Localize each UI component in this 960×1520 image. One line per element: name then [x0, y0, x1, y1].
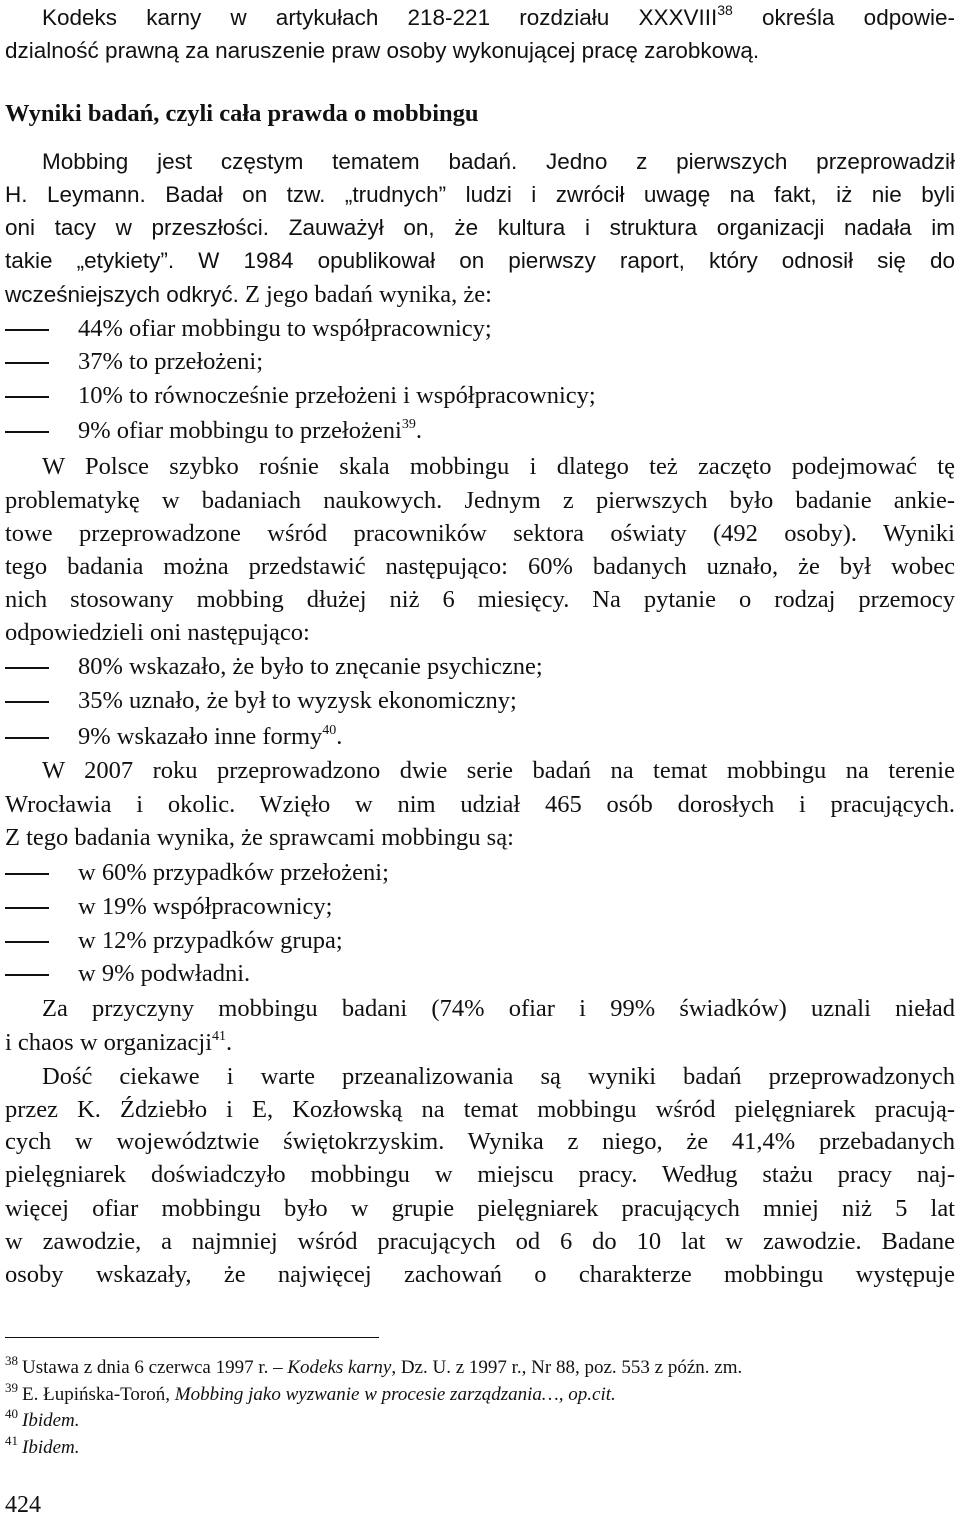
paragraph-line: W 2007 roku przeprowadzono dwie serie badań na temat mobbingu na terenie [42, 757, 955, 784]
list-dash [5, 873, 49, 875]
paragraph-line: Wrocławia i okolic. Wzięło w nim udział 465 osób dorosłych i pracujących. [5, 791, 955, 818]
paragraph-line: W Polsce szybko rośnie skala mobbingu i dlatego też zaczęto podejmować tę [42, 453, 955, 480]
list-dash [5, 667, 49, 669]
footnote-ref: 39 [401, 417, 416, 432]
paragraph-line: w zawodzie, a najmniej wśród pracujących od 6 do 10 lat w zawodzie. Badane [5, 1228, 955, 1255]
footnote-39: $^{39}$ E. Łupińska-Toroń, Mobbing jako wyzwanie w procesie zarządzania…, op.cit. [5, 1380, 616, 1405]
list-item: w 60% przypadków przełożeni; [78, 859, 389, 886]
list-dash [5, 396, 49, 398]
list-item: 35% uznało, że był to wyzysk ekonomiczny; [78, 687, 517, 714]
list-dash [5, 431, 49, 433]
paragraph-line: Z tego badania wynika, że sprawcami mobbingu są: [5, 824, 514, 851]
list-dash [5, 907, 49, 909]
list-dash [5, 737, 49, 739]
paragraph-line: takie „etykiety”. W 1984 opublikował on pierwszy raport, który odnosił się do [5, 248, 955, 273]
paragraph-line: Kodeks karny w artykułach 218-221 rozdziału XXXVIII$^{38}$ określa odpowie- [42, 2, 955, 30]
footnote-38: $^{38}$ Ustawa z dnia 6 czerwca 1997 r. – Kodeks karny, Dz. U. z 1997 r., Nr 88, poz. 553 z późn. zm. [5, 1353, 743, 1378]
list-dash [5, 974, 49, 976]
paragraph-line: towe przeprowadzone wśród pracowników sektora oświaty (492 osoby). Wyniki [5, 520, 955, 547]
paragraph-line: więcej ofiar mobbingu było w grupie pielęgniarek pracujących mniej niż 5 lat [5, 1195, 955, 1222]
list-dash [5, 362, 49, 364]
list-item: 9% ofiar mobbingu to przełożeni$^{39}$. [78, 417, 422, 444]
paragraph-line: cych w województwie świętokrzyskim. Wynika z niego, że 41,4% przebadanych [5, 1128, 955, 1155]
footnote-ref: 40 [322, 723, 337, 738]
section-heading: Wyniki badań, czyli cała prawda o mobbingu [5, 100, 479, 127]
footnote-40: $^{40}$ Ibidem. [5, 1406, 80, 1431]
list-dash [5, 329, 49, 331]
list-dash [5, 941, 49, 943]
paragraph-line: tego badania można przedstawić następująco: 60% badanych uznało, że był wobec [5, 553, 955, 580]
paragraph-line: pielęgniarek doświadczyło mobbingu w miejscu pracy. Według stażu pracy naj- [5, 1161, 955, 1188]
footnote-41: $^{41}$ Ibidem. [5, 1433, 80, 1458]
list-item: w 9% podwładni. [78, 960, 251, 987]
list-item: 37% to przełożeni; [78, 348, 264, 375]
paragraph-line: nich stosowany mobbing dłużej niż 6 miesięcy. Na pytanie o rodzaj przemocy [5, 586, 955, 613]
list-item: w 12% przypadków grupa; [78, 927, 343, 954]
paragraph-line: przez K. Ździebło i E, Kozłowską na temat mobbingu wśród pielęgniarek pracują- [5, 1096, 955, 1123]
paragraph-line: wcześniejszych odkryć. Z jego badań wynika, że: [5, 281, 492, 308]
paragraph-line: dzialność prawną za naruszenie praw osoby wykonującej pracę zarobkową. [5, 38, 760, 63]
list-item: 10% to równocześnie przełożeni i współpracownicy; [78, 382, 596, 409]
footnote-ref: 41 [212, 1029, 227, 1044]
list-item: 80% wskazało, że było to znęcanie psychiczne; [78, 653, 543, 680]
paragraph-line: H. Leymann. Badał on tzw. „trudnych” ludzi i zwrócił uwagę na fakt, iż nie byli [5, 182, 955, 207]
paragraph-line: Dość ciekawe i warte przeanalizowania są wyniki badań przeprowadzonych [42, 1063, 955, 1090]
list-dash [5, 701, 49, 703]
paragraph-line: problematykę w badaniach naukowych. Jednym z pierwszych było badanie ankie- [5, 487, 955, 514]
paragraph-line: osoby wskazały, że najwięcej zachowań o charakterze mobbingu występuje [5, 1261, 955, 1288]
list-item: w 19% współpracownicy; [78, 893, 333, 920]
paragraph-line: Za przyczyny mobbingu badani (74% ofiar i 99% świadków) uznali nieład [42, 995, 955, 1022]
footnote-separator [5, 1337, 379, 1338]
page-number: 424 [5, 1492, 41, 1518]
footnote-ref: 38 [717, 2, 733, 18]
paragraph-line: oni tacy w przeszłości. Zauważył on, że kultura i struktura organizacji nadała im [5, 215, 955, 240]
paragraph-line: odpowiedzieli oni następująco: [5, 619, 310, 646]
paragraph-line: i chaos w organizacji$^{41}$. [5, 1029, 233, 1056]
list-item: 9% wskazało inne formy$^{40}$. [78, 723, 343, 750]
paragraph-line: Mobbing jest częstym tematem badań. Jedno z pierwszych przeprowadził [42, 149, 955, 174]
list-item: 44% ofiar mobbingu to współpracownicy; [78, 315, 492, 342]
